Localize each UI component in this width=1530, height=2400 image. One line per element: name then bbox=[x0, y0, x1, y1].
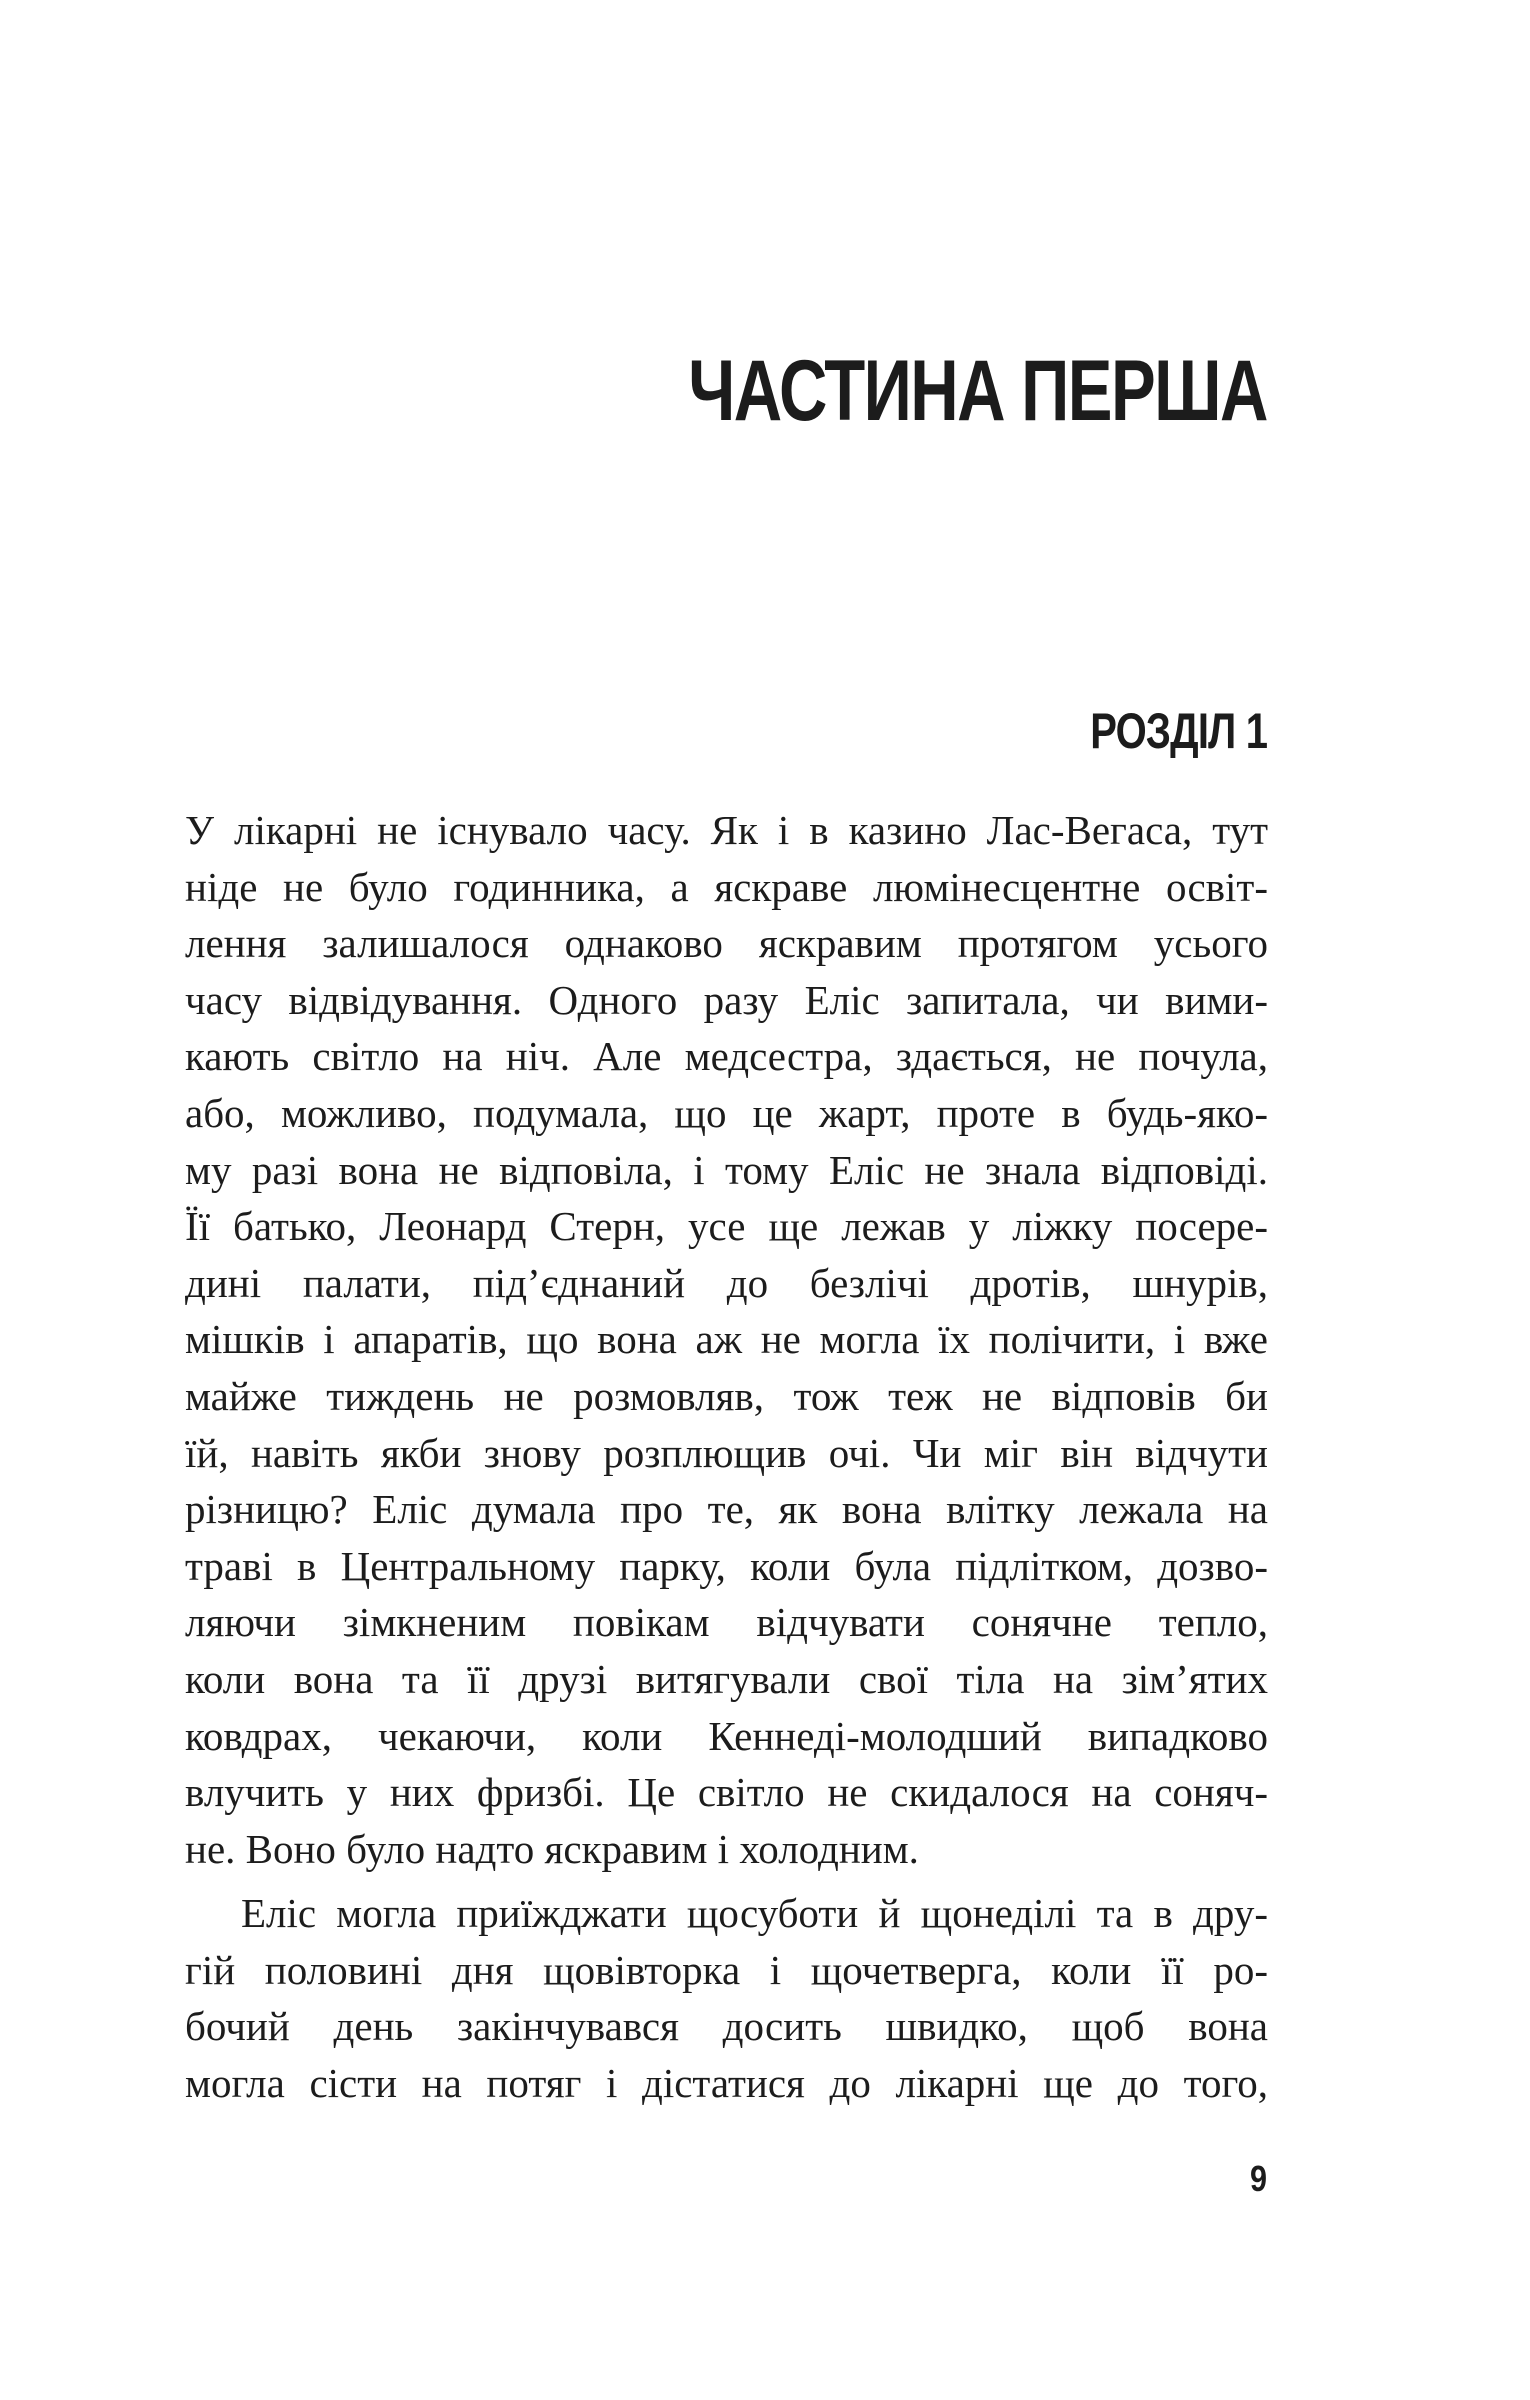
text-line: майже тиждень не розмовляв, тож теж не відповів би bbox=[185, 1372, 1268, 1419]
text-line: траві в Центральному парку, коли була підлітком, дозво- bbox=[185, 1542, 1268, 1589]
text-line: му разі вона не відповіла, і тому Еліс не знала відповіді. bbox=[185, 1146, 1268, 1193]
chapter-title: РОЗДІЛ 1 bbox=[1090, 703, 1267, 759]
text-line: їй, навіть якби знову розплющив очі. Чи міг він відчути bbox=[185, 1429, 1268, 1476]
text-line: або, можливо, подумала, що це жарт, проте в будь-яко- bbox=[185, 1089, 1268, 1136]
text-line: ніде не було годинника, а яскраве люмінесцентне освіт- bbox=[185, 863, 1268, 910]
text-line: дині палати, під’єднаний до безлічі дротів, шнурів, bbox=[185, 1259, 1268, 1306]
part-title: ЧАСТИНА ПЕРША bbox=[688, 343, 1267, 439]
text-line: не. Воно було надто яскравим і холодним. bbox=[185, 1825, 919, 1872]
text-line: У лікарні не існувало часу. Як і в казино Лас-Вегаса, тут bbox=[185, 807, 1268, 853]
text-line: бочий день закінчувався досить швидко, щоб вона bbox=[185, 2003, 1268, 2050]
text-line: кають світло на ніч. Але медсестра, здається, не почула, bbox=[185, 1033, 1268, 1080]
text-line: гій половині дня щовівторка і щочетверга, коли її ро- bbox=[185, 1946, 1268, 1993]
text-line: ковдрах, чекаючи, коли Кеннеді-молодший випадково bbox=[185, 1712, 1268, 1759]
text-line: мішків і апаратів, що вона аж не могла їх полічити, і вже bbox=[185, 1316, 1268, 1363]
text-line: Її батько, Леонард Стерн, усе ще лежав у ліжку посере- bbox=[185, 1203, 1268, 1250]
body-text bbox=[185, 802, 1268, 2112]
text-line: коли вона та її друзі витягували свої тіла на зім’ятих bbox=[185, 1655, 1268, 1702]
text-line: могла сісти на потяг і дістатися до лікарні ще до того, bbox=[185, 2060, 1268, 2107]
text-line: влучить у них фризбі. Це світло не скидалося на соняч- bbox=[185, 1769, 1268, 1816]
paragraph-2 bbox=[185, 1885, 1268, 2111]
paragraph-1 bbox=[185, 802, 1268, 1877]
text-line: Еліс могла приїжджати щосуботи й щонеділі та в дру- bbox=[241, 1890, 1268, 1937]
page-number: 9 bbox=[1249, 2158, 1267, 2199]
text-line: ляючи зімкненим повікам відчувати сонячне тепло, bbox=[185, 1599, 1268, 1646]
text-line: різницю? Еліс думала про те, як вона влітку лежала на bbox=[185, 1486, 1268, 1533]
text-line: часу відвідування. Одного разу Еліс запитала, чи вими- bbox=[185, 976, 1268, 1023]
text-line: лення залишалося однаково яскравим протягом усього bbox=[185, 920, 1268, 967]
